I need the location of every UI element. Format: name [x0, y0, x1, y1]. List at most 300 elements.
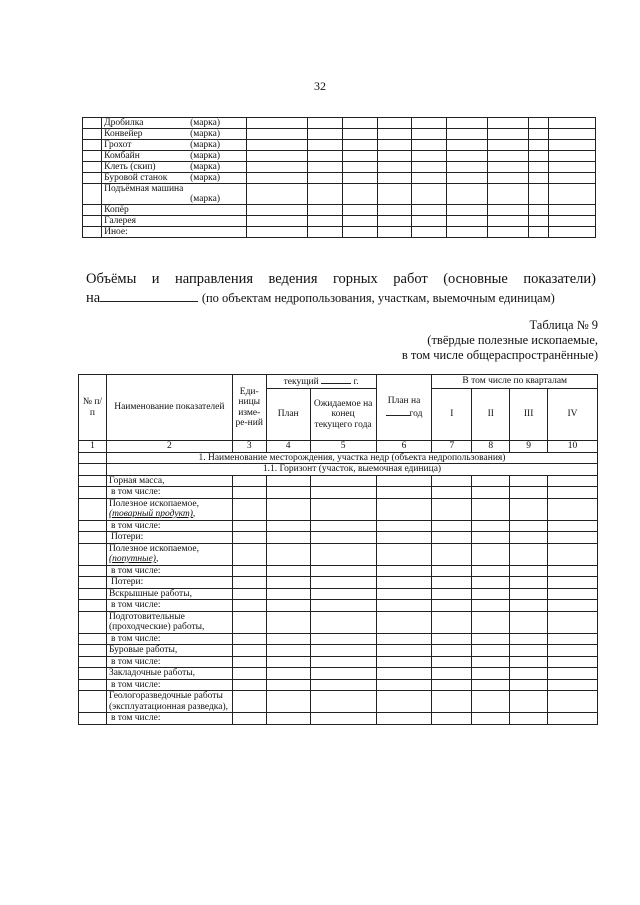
indicator-row — [79, 565, 598, 577]
value-cell[interactable] — [232, 691, 266, 713]
indicator-label: Закладочные работы, — [108, 668, 195, 678]
indicator-label-cell — [106, 633, 232, 645]
value-cell[interactable] — [310, 577, 376, 589]
value-cell[interactable] — [472, 532, 510, 544]
value-cell[interactable] — [548, 691, 598, 713]
value-cell[interactable] — [266, 487, 310, 499]
equipment-name-cell — [102, 184, 247, 205]
year-blank — [321, 375, 351, 384]
value-cell[interactable] — [510, 645, 548, 657]
indicator-label-cell — [106, 565, 232, 577]
value-cell[interactable] — [266, 656, 310, 668]
value-cell[interactable] — [432, 645, 472, 657]
equipment-cell — [529, 205, 548, 216]
equipment-cell — [342, 151, 377, 162]
column-number: 2 — [106, 441, 232, 453]
value-cell[interactable] — [510, 713, 548, 725]
table-caption-line2: в том числе общераспространённые) — [401, 348, 598, 362]
header-unit: Еди-ницы изме-ре-ний — [232, 375, 266, 441]
value-cell[interactable] — [266, 520, 310, 532]
indicator-row — [79, 532, 598, 544]
value-cell[interactable] — [432, 679, 472, 691]
value-cell[interactable] — [376, 668, 432, 680]
value-cell[interactable] — [310, 520, 376, 532]
equipment-row — [83, 129, 596, 140]
indicator-label: в том числе: — [110, 633, 161, 644]
value-cell[interactable] — [548, 600, 598, 612]
value-cell[interactable] — [310, 668, 376, 680]
row-num-cell — [79, 691, 107, 713]
value-cell[interactable] — [510, 679, 548, 691]
indicator-label-cell — [106, 600, 232, 612]
value-cell[interactable] — [310, 588, 376, 600]
value-cell[interactable] — [232, 600, 266, 612]
value-cell[interactable] — [376, 645, 432, 657]
value-cell[interactable] — [432, 713, 472, 725]
value-cell[interactable] — [548, 498, 598, 520]
equipment-num-cell — [83, 216, 102, 227]
value-cell[interactable] — [548, 475, 598, 487]
value-cell[interactable] — [266, 565, 310, 577]
indicator-label-suffix: , — [155, 554, 159, 564]
equipment-cell — [548, 184, 595, 205]
indicator-label: в том числе: — [110, 713, 161, 723]
equipment-mark: (марка) — [190, 173, 221, 183]
column-number: 8 — [472, 441, 510, 453]
row-num-cell — [79, 543, 107, 565]
equipment-name-cell — [102, 129, 247, 140]
value-cell[interactable] — [310, 565, 376, 577]
value-cell[interactable] — [472, 645, 510, 657]
value-cell[interactable] — [472, 611, 510, 633]
value-cell[interactable] — [472, 633, 510, 645]
equipment-cell — [342, 118, 377, 129]
page-number: 32 — [314, 79, 326, 93]
value-cell[interactable] — [432, 633, 472, 645]
value-cell[interactable] — [232, 577, 266, 589]
value-cell[interactable] — [510, 577, 548, 589]
indicator-label: в том числе: — [110, 520, 161, 531]
equipment-cell — [377, 162, 412, 173]
value-cell[interactable] — [232, 645, 266, 657]
equipment-name-cell — [102, 162, 247, 173]
value-cell[interactable] — [510, 565, 548, 577]
value-cell[interactable] — [266, 713, 310, 725]
value-cell[interactable] — [376, 691, 432, 713]
equipment-cell — [447, 151, 488, 162]
column-number: 9 — [510, 441, 548, 453]
equipment-cell — [447, 140, 488, 151]
value-cell[interactable] — [376, 475, 432, 487]
value-cell[interactable] — [472, 713, 510, 725]
indicator-label-cell — [106, 645, 232, 657]
value-cell[interactable] — [472, 668, 510, 680]
equipment-cell — [377, 216, 412, 227]
equipment-cell — [246, 140, 307, 151]
equipment-cell — [488, 140, 529, 151]
value-cell[interactable] — [432, 691, 472, 713]
value-cell[interactable] — [548, 520, 598, 532]
value-cell[interactable] — [432, 532, 472, 544]
equipment-cell — [377, 118, 412, 129]
equipment-cell — [308, 140, 343, 151]
indicator-label-cell — [106, 532, 232, 544]
value-cell[interactable] — [266, 633, 310, 645]
value-cell[interactable] — [310, 611, 376, 633]
indicator-row — [79, 498, 598, 520]
value-cell[interactable] — [376, 679, 432, 691]
indicator-label-italic: (попутные) — [108, 554, 156, 564]
equipment-cell — [342, 184, 377, 205]
indicator-label-cell — [106, 713, 232, 725]
indicator-label: Потери: — [110, 532, 144, 542]
equipment-cell — [308, 184, 343, 205]
value-cell[interactable] — [548, 577, 598, 589]
value-cell[interactable] — [548, 487, 598, 499]
equipment-cell — [377, 205, 412, 216]
value-cell[interactable] — [548, 532, 598, 544]
value-cell[interactable] — [376, 713, 432, 725]
value-cell[interactable] — [232, 498, 266, 520]
header-plan: План — [266, 389, 310, 441]
value-cell[interactable] — [232, 487, 266, 499]
equipment-cell — [412, 151, 447, 162]
equipment-mark: (марка) — [190, 162, 221, 172]
value-cell[interactable] — [232, 633, 266, 645]
header-current-label: текущий — [283, 377, 319, 388]
date-blank — [100, 288, 198, 302]
equipment-cell — [246, 162, 307, 173]
equipment-cell — [488, 151, 529, 162]
equipment-row — [83, 184, 596, 205]
indicator-label: в том числе: — [110, 600, 161, 610]
section-heading — [86, 271, 596, 307]
row-num-cell — [79, 645, 107, 657]
equipment-cell — [447, 184, 488, 205]
value-cell[interactable] — [232, 588, 266, 600]
equipment-cell — [412, 216, 447, 227]
value-cell[interactable] — [472, 565, 510, 577]
equipment-num-cell — [83, 205, 102, 216]
equipment-cell — [342, 205, 377, 216]
value-cell[interactable] — [310, 691, 376, 713]
equipment-num-cell — [83, 151, 102, 162]
equipment-num-cell — [83, 129, 102, 140]
equipment-cell — [412, 162, 447, 173]
column-number: 3 — [232, 441, 266, 453]
equipment-cell — [246, 151, 307, 162]
value-cell[interactable] — [376, 565, 432, 577]
row-num-cell — [79, 577, 107, 589]
equipment-cell — [342, 216, 377, 227]
row-num-cell — [79, 532, 107, 544]
table-caption-title: Таблица № 9 — [529, 318, 598, 332]
indicator-label-cell — [106, 691, 232, 713]
value-cell[interactable] — [266, 577, 310, 589]
equipment-cell — [447, 129, 488, 140]
indicator-row — [79, 475, 598, 487]
value-cell[interactable] — [266, 691, 310, 713]
value-cell[interactable] — [432, 565, 472, 577]
value-cell[interactable] — [376, 498, 432, 520]
value-cell[interactable] — [510, 520, 548, 532]
value-cell[interactable] — [266, 611, 310, 633]
value-cell[interactable] — [232, 713, 266, 725]
value-cell[interactable] — [376, 487, 432, 499]
equipment-cell — [308, 205, 343, 216]
indicator-label: в том числе: — [110, 487, 161, 497]
indicator-row — [79, 611, 598, 633]
equipment-cell — [377, 140, 412, 151]
equipment-cell — [308, 173, 343, 184]
equipment-cell — [529, 118, 548, 129]
indicator-label-cell — [106, 656, 232, 668]
value-cell[interactable] — [376, 577, 432, 589]
value-cell[interactable] — [510, 611, 548, 633]
value-cell[interactable] — [472, 475, 510, 487]
value-cell[interactable] — [432, 656, 472, 668]
equipment-name-cell — [102, 205, 247, 216]
indicator-label-suffix: , — [192, 509, 196, 519]
value-cell[interactable] — [472, 588, 510, 600]
indicator-label: Потери: — [110, 577, 144, 587]
value-cell[interactable] — [232, 668, 266, 680]
value-cell[interactable] — [510, 691, 548, 713]
row-num-cell — [79, 713, 107, 725]
equipment-cell — [447, 216, 488, 227]
equipment-cell — [377, 151, 412, 162]
value-cell[interactable] — [266, 679, 310, 691]
equipment-num-cell — [83, 184, 102, 205]
value-cell[interactable] — [548, 668, 598, 680]
value-cell[interactable] — [232, 656, 266, 668]
value-cell[interactable] — [548, 656, 598, 668]
equipment-num-cell — [83, 162, 102, 173]
value-cell[interactable] — [432, 588, 472, 600]
row-num-cell — [79, 588, 107, 600]
value-cell[interactable] — [510, 656, 548, 668]
equipment-cell — [246, 184, 307, 205]
equipment-cell — [548, 216, 595, 227]
equipment-cell — [308, 216, 343, 227]
column-number-row — [79, 441, 598, 453]
value-cell[interactable] — [548, 588, 598, 600]
value-cell[interactable] — [310, 487, 376, 499]
header-quarters: В том числе по кварталам — [432, 375, 598, 389]
equipment-name: Галерея — [104, 216, 136, 226]
equipment-cell — [412, 205, 447, 216]
value-cell[interactable] — [376, 600, 432, 612]
value-cell[interactable] — [432, 475, 472, 487]
value-cell[interactable] — [510, 498, 548, 520]
value-cell[interactable] — [510, 487, 548, 499]
equipment-cell — [412, 118, 447, 129]
value-cell[interactable] — [232, 475, 266, 487]
equipment-cell — [488, 216, 529, 227]
header-plan-year-label: План на — [387, 396, 421, 406]
value-cell[interactable] — [510, 532, 548, 544]
heading-line1: Объёмы и направления ведения горных работ (основные показатели) — [86, 271, 596, 287]
indicator-label: Вскрышные работы, — [108, 588, 192, 599]
equipment-num-cell — [83, 227, 102, 238]
value-cell[interactable] — [310, 475, 376, 487]
value-cell[interactable] — [310, 498, 376, 520]
value-cell[interactable] — [310, 713, 376, 725]
value-cell[interactable] — [432, 520, 472, 532]
value-cell[interactable] — [310, 645, 376, 657]
indicator-label: в том числе: — [110, 565, 161, 576]
indicator-row — [79, 713, 598, 725]
value-cell[interactable] — [266, 588, 310, 600]
equipment-cell — [447, 205, 488, 216]
equipment-mark: (марка) — [190, 194, 221, 204]
value-cell[interactable] — [232, 520, 266, 532]
equipment-cell — [548, 173, 595, 184]
indicator-label: Геологоразведочные работы (эксплуатационная разведка), — [108, 691, 229, 712]
value-cell[interactable] — [432, 498, 472, 520]
equipment-cell — [529, 216, 548, 227]
section-title: 1. Наименование месторождения, участка недр (объекта недропользования) — [106, 452, 597, 464]
equipment-cell — [447, 118, 488, 129]
row-num-cell — [79, 600, 107, 612]
value-cell[interactable] — [432, 611, 472, 633]
value-cell[interactable] — [510, 633, 548, 645]
equipment-cell — [529, 227, 548, 238]
value-cell[interactable] — [232, 543, 266, 565]
value-cell[interactable] — [266, 543, 310, 565]
value-cell[interactable] — [266, 668, 310, 680]
equipment-cell — [488, 162, 529, 173]
value-cell[interactable] — [472, 577, 510, 589]
value-cell[interactable] — [232, 679, 266, 691]
value-cell[interactable] — [548, 633, 598, 645]
value-cell[interactable] — [266, 645, 310, 657]
column-number: 5 — [310, 441, 376, 453]
value-cell[interactable] — [376, 611, 432, 633]
value-cell[interactable] — [548, 565, 598, 577]
value-cell[interactable] — [472, 498, 510, 520]
row-num-cell — [79, 565, 107, 577]
indicator-label: Буровые работы, — [108, 645, 178, 655]
value-cell[interactable] — [310, 543, 376, 565]
value-cell[interactable] — [266, 475, 310, 487]
value-cell[interactable] — [432, 668, 472, 680]
value-cell[interactable] — [310, 600, 376, 612]
equipment-name: Дробилка — [104, 118, 144, 128]
value-cell[interactable] — [432, 577, 472, 589]
value-cell[interactable] — [548, 543, 598, 565]
value-cell[interactable] — [472, 679, 510, 691]
equipment-mark: (марка) — [190, 129, 221, 139]
equipment-row — [83, 151, 596, 162]
value-cell[interactable] — [548, 645, 598, 657]
header-q3: III — [510, 389, 548, 441]
value-cell[interactable] — [376, 633, 432, 645]
value-cell[interactable] — [376, 520, 432, 532]
equipment-num-cell — [83, 173, 102, 184]
equipment-cell — [246, 205, 307, 216]
equipment-cell — [342, 140, 377, 151]
equipment-cell — [529, 140, 548, 151]
equipment-cell — [246, 118, 307, 129]
value-cell[interactable] — [310, 656, 376, 668]
indicator-row — [79, 520, 598, 532]
value-cell[interactable] — [510, 475, 548, 487]
value-cell[interactable] — [432, 487, 472, 499]
equipment-cell — [342, 129, 377, 140]
value-cell[interactable] — [472, 520, 510, 532]
value-cell[interactable] — [266, 600, 310, 612]
value-cell[interactable] — [432, 600, 472, 612]
value-cell[interactable] — [548, 713, 598, 725]
value-cell[interactable] — [510, 588, 548, 600]
equipment-mark: (марка) — [190, 151, 221, 161]
value-cell[interactable] — [548, 611, 598, 633]
value-cell[interactable] — [472, 691, 510, 713]
value-cell[interactable] — [472, 543, 510, 565]
value-cell[interactable] — [376, 532, 432, 544]
equipment-cell — [529, 129, 548, 140]
row-num-cell — [79, 656, 107, 668]
value-cell[interactable] — [548, 679, 598, 691]
value-cell[interactable] — [376, 656, 432, 668]
equipment-row — [83, 118, 596, 129]
value-cell[interactable] — [510, 543, 548, 565]
indicator-label-cell — [106, 577, 232, 589]
value-cell[interactable] — [310, 633, 376, 645]
heading-scope: (по объектам недропользования, участкам, выемочным единицам) — [201, 291, 555, 305]
value-cell[interactable] — [232, 565, 266, 577]
column-number: 7 — [432, 441, 472, 453]
header-name: Наименование показателей — [106, 375, 232, 441]
value-cell[interactable] — [376, 588, 432, 600]
equipment-cell — [246, 216, 307, 227]
indicator-label-cell — [106, 520, 232, 532]
equipment-name: Клеть (скип) — [104, 162, 156, 172]
equipment-row — [83, 205, 596, 216]
equipment-num-cell — [83, 140, 102, 151]
value-cell[interactable] — [232, 611, 266, 633]
value-cell[interactable] — [232, 532, 266, 544]
value-cell[interactable] — [472, 656, 510, 668]
column-number: 4 — [266, 441, 310, 453]
value-cell[interactable] — [266, 498, 310, 520]
indicator-row — [79, 600, 598, 612]
value-cell[interactable] — [472, 600, 510, 612]
equipment-cell — [548, 162, 595, 173]
indicator-row — [79, 668, 598, 680]
equipment-cell — [488, 129, 529, 140]
equipment-cell — [412, 173, 447, 184]
value-cell[interactable] — [376, 543, 432, 565]
value-cell[interactable] — [510, 600, 548, 612]
value-cell[interactable] — [310, 532, 376, 544]
equipment-cell — [488, 227, 529, 238]
plan-year-blank — [386, 407, 410, 416]
equipment-cell — [246, 227, 307, 238]
equipment-cell — [488, 118, 529, 129]
indicator-label-italic: (товарный продукт) — [108, 509, 193, 519]
equipment-cell — [548, 205, 595, 216]
value-cell[interactable] — [432, 543, 472, 565]
value-cell[interactable] — [310, 679, 376, 691]
equipment-cell — [488, 173, 529, 184]
equipment-num-cell — [83, 118, 102, 129]
equipment-cell — [377, 173, 412, 184]
value-cell[interactable] — [510, 668, 548, 680]
value-cell[interactable] — [266, 532, 310, 544]
value-cell[interactable] — [472, 487, 510, 499]
